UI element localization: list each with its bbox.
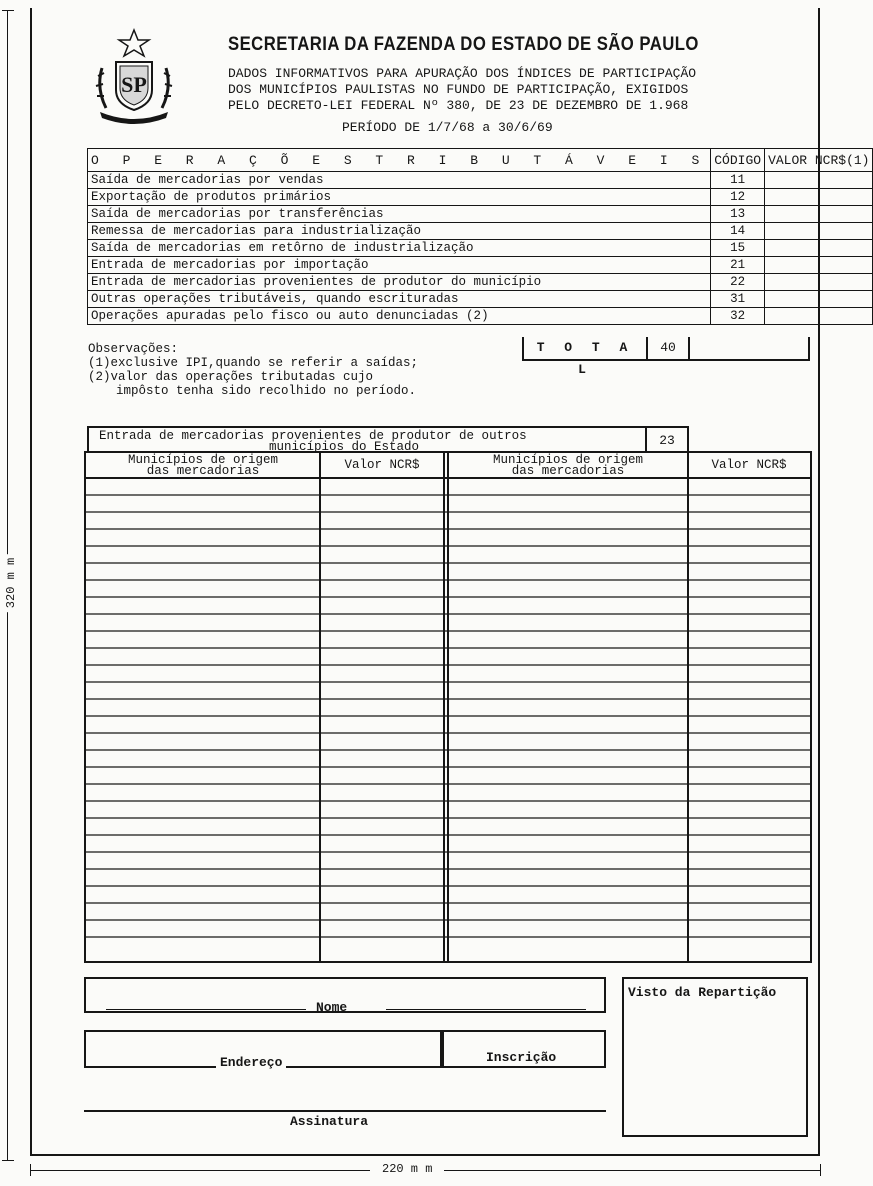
name-label: Nome — [316, 1000, 348, 1015]
operation-value-field[interactable] — [765, 172, 873, 189]
operation-label: Operações apuradas pelo fisco ou auto denunciadas (2) — [88, 308, 711, 325]
height-dimension-tick-bottom — [2, 1160, 14, 1161]
entries-code: 23 — [645, 426, 689, 452]
width-dimension-label: 220 m m — [370, 1162, 444, 1176]
operation-label: Entrada de mercadorias provenientes de produtor do município — [88, 274, 711, 291]
operation-row — [88, 257, 873, 274]
col-code-header: CÓDIGO — [711, 149, 765, 172]
subtitle-line-2: DOS MUNICÍPIOS PAULISTAS NO FUNDO DE PARTICIPAÇÃO, EXIGIDOS — [228, 82, 689, 97]
operation-row — [88, 223, 873, 240]
col-operations-header: O P E R A Ç Õ E S T R I B U T Á V E I S — [88, 149, 711, 172]
registration-label: Inscrição — [482, 1050, 560, 1065]
col-origin-header-left-line-2: das mercadorias — [146, 464, 260, 478]
observation-line-3: impôsto tenha sido recolhido no período. — [116, 384, 417, 398]
seal-monogram: SP — [121, 72, 147, 97]
operation-row — [88, 274, 873, 291]
col-origin-header-left-line-1: Municípios de origem — [127, 453, 279, 467]
col-value-header: VALOR NCR$(1) — [765, 149, 873, 172]
operation-code: 32 — [711, 308, 765, 325]
subtitle-line-3: PELO DECRETO-LEI FEDERAL Nº 380, DE 23 DE DEZEMBRO DE 1.968 — [228, 98, 689, 113]
col-origin-header-right — [448, 455, 688, 477]
operation-code: 31 — [711, 291, 765, 308]
operation-row — [88, 308, 873, 325]
col-value-header-left: Valor NCR$ — [344, 458, 420, 472]
height-dimension-tick-top — [2, 10, 14, 11]
operation-value-field[interactable] — [765, 291, 873, 308]
operation-label: Entrada de mercadorias por importação — [88, 257, 711, 274]
stamp-box[interactable] — [622, 977, 808, 1137]
period: PERÍODO DE 1/7/68 a 30/6/69 — [342, 120, 553, 135]
operation-row — [88, 206, 873, 223]
operation-value-field[interactable] — [765, 189, 873, 206]
total-code: 40 — [646, 337, 690, 361]
operation-label: Exportação de produtos primários — [88, 189, 711, 206]
operations-header-row — [88, 149, 873, 172]
width-dimension-tick-right — [820, 1164, 821, 1176]
operation-label: Saída de mercadorias por vendas — [88, 172, 711, 189]
operation-value-field[interactable] — [765, 257, 873, 274]
entries-title-box — [87, 426, 647, 452]
operation-label: Remessa de mercadorias para industrialização — [88, 223, 711, 240]
operation-code: 15 — [711, 240, 765, 257]
operation-code: 12 — [711, 189, 765, 206]
operation-code: 22 — [711, 274, 765, 291]
col-value-header-right: Valor NCR$ — [711, 458, 787, 472]
subtitle-line-1: DADOS INFORMATIVOS PARA APURAÇÃO DOS ÍNDICES DE PARTICIPAÇÃO — [228, 66, 697, 81]
col-origin-header-right-line-1: Municípios de origem — [492, 453, 644, 467]
stamp-label: Visto da Repartição — [628, 985, 777, 1000]
entries-title-line-2: municípios do Estado — [269, 440, 420, 454]
operation-value-field[interactable] — [765, 240, 873, 257]
operation-row — [88, 172, 873, 189]
operation-label: Saída de mercadorias por transferências — [88, 206, 711, 223]
operation-value-field[interactable] — [765, 308, 873, 325]
operation-code: 13 — [711, 206, 765, 223]
observations-title: Observações: — [88, 342, 179, 356]
signature-label: Assinatura — [290, 1114, 369, 1129]
operation-value-field[interactable] — [765, 274, 873, 291]
operation-value-field[interactable] — [765, 206, 873, 223]
observation-line-2: (2)valor das operações tributadas cujo — [88, 370, 374, 384]
operation-label: Saída de mercadorias em retôrno de industrialização — [88, 240, 711, 257]
height-dimension-label: 320 m m — [0, 554, 24, 612]
entries-grid-lines — [86, 453, 810, 961]
total-value-field[interactable] — [688, 337, 810, 361]
operation-label: Outras operações tributáveis, quando escrituradas — [88, 291, 711, 308]
operations-table — [87, 148, 873, 325]
col-origin-header-left — [86, 455, 320, 477]
width-dimension-tick-left — [30, 1164, 31, 1176]
total-label: T O T A L — [536, 340, 634, 377]
signature-line[interactable] — [84, 1110, 606, 1112]
state-seal-icon — [88, 28, 180, 124]
operation-row — [88, 291, 873, 308]
operation-row — [88, 240, 873, 257]
entries-grid — [84, 451, 812, 963]
entries-title-line-1: Entrada de mercadorias provenientes de produtor de outros — [99, 429, 527, 443]
address-label: Endereço — [216, 1055, 286, 1070]
operation-code: 21 — [711, 257, 765, 274]
observation-line-1: (1)exclusive IPI,quando se referir a saídas; — [88, 356, 419, 370]
operation-value-field[interactable] — [765, 223, 873, 240]
document-title: SECRETARIA DA FAZENDA DO ESTADO DE SÃO PAULO — [228, 34, 699, 55]
col-origin-header-right-line-2: das mercadorias — [511, 464, 625, 478]
operation-code: 14 — [711, 223, 765, 240]
operation-row — [88, 189, 873, 206]
operation-code: 11 — [711, 172, 765, 189]
total-label-box — [522, 337, 648, 377]
